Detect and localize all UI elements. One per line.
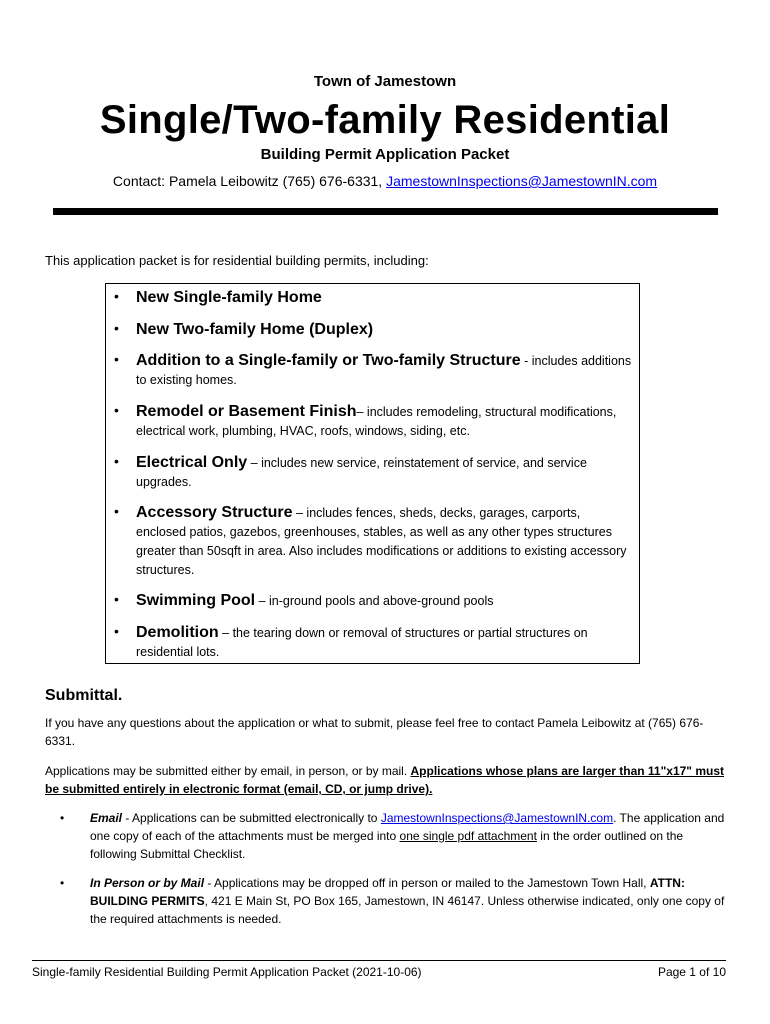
footer-document-name: Single-family Residential Building Permit Application Packet (2021-10-06) xyxy=(32,965,422,979)
submittal-paragraph-2: Applications may be submitted either by email, in person, or by mail. Applications whose plans are larger than 11"x17" must be submitted entirely in electronic format (email, CD, or jump drive). xyxy=(45,764,724,796)
contact-line xyxy=(0,173,770,189)
header-divider xyxy=(53,208,718,215)
permit-title: Accessory Structure xyxy=(136,504,293,521)
permit-title: Swimming Pool xyxy=(136,592,256,609)
footer-divider xyxy=(32,960,726,961)
page-number: Page 1 of 10 xyxy=(657,965,726,979)
permit-title: Demolition xyxy=(136,624,219,641)
contact-text: Contact: Pamela Leibowitz (765) 676-6331, xyxy=(112,173,387,189)
permit-title: New Two-family Home (Duplex) xyxy=(136,321,374,338)
submittal-email-link[interactable]: JamestownInspections@JamestownIN.com xyxy=(380,811,614,825)
intro-text: This application packet is for residential building permits, including: xyxy=(45,253,429,268)
permit-title: Electrical Only xyxy=(136,454,248,471)
document-title: Single/Two-family Residential xyxy=(99,98,671,142)
email-label: Email xyxy=(90,811,123,825)
submittal-heading: Submittal. xyxy=(45,687,123,704)
town-name: Town of Jamestown xyxy=(313,73,457,90)
contact-email-link[interactable]: JamestownInspections@JamestownIN.com xyxy=(386,173,658,189)
permit-types-box: • New Single-family Home • New Two-family Home (Duplex) • Addition to a Single-family or Two-family Structure - includes additions to existing homes. • Remodel or Basement Finish– includes remodeling, structural modifications, electrical work, plumbing, HVAC, roofs, windows, siding, etc. • Electrical Only – includes new service, reinstatement of service, and service upgrades. • Accessory Structure – includes fences, sheds, decks, garages, carports, enclosed patios, gazebos, greenhouses, stables, as well as any other types structures greater than 50sqft in area. Also includes modifications or additions to existing accessory structures. • Swimming Pool – in-ground pools and above-ground pools • Demolition – the tearing down or removal of structures or partial structures on residential lots. xyxy=(105,283,640,664)
permit-title: New Single-family Home xyxy=(136,289,322,306)
submittal-paragraph-1: If you have any questions about the application or what to submit, please feel free to contact Pamela Leibowitz at (765) 676-6331. xyxy=(45,716,704,748)
person-label: In Person or by Mail xyxy=(90,876,205,890)
permit-title: Addition to a Single-family or Two-family Structure xyxy=(136,352,521,369)
document-subtitle: Building Permit Application Packet xyxy=(260,146,510,163)
permit-title: Remodel or Basement Finish xyxy=(136,403,357,420)
